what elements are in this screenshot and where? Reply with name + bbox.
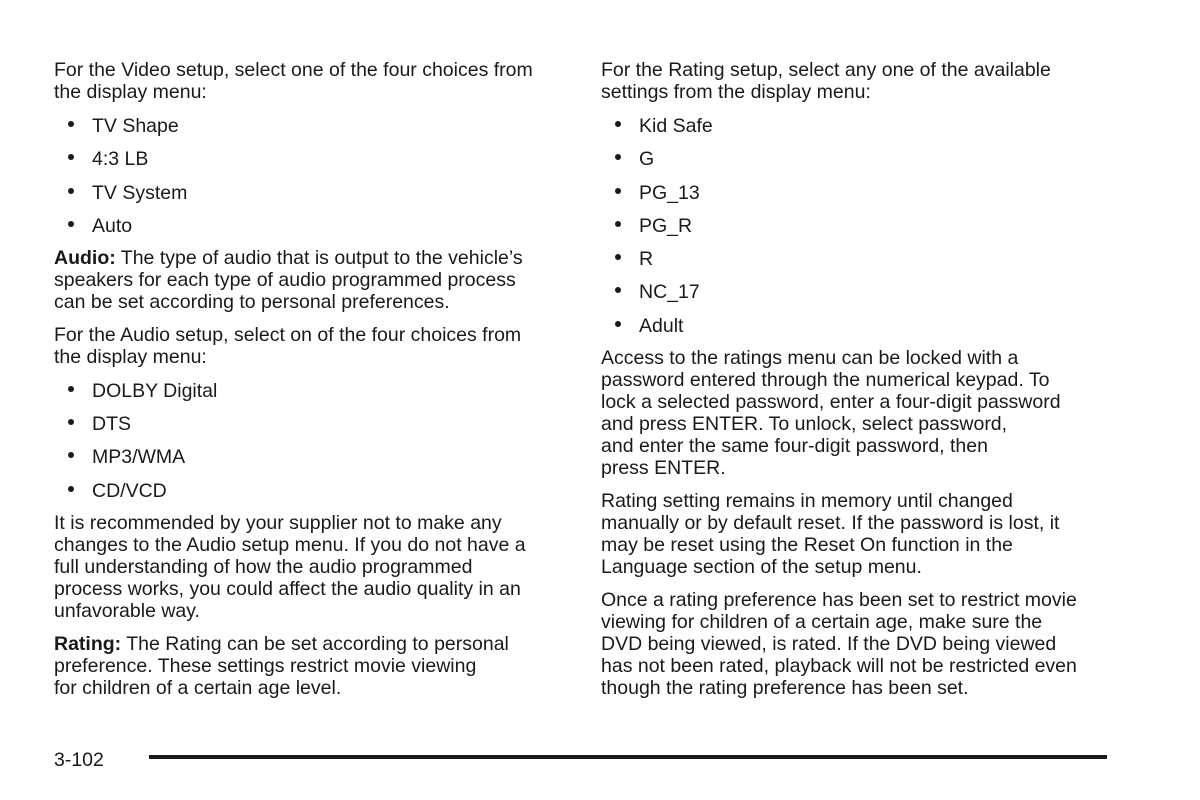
bullet-icon <box>615 221 621 227</box>
rating-heading: Rating: <box>54 632 122 655</box>
list-item <box>601 247 1111 280</box>
list-item-label: PG_R <box>639 214 693 237</box>
bullet-icon <box>615 121 621 127</box>
list-item <box>54 181 564 214</box>
audio-heading: Audio: <box>54 246 116 269</box>
list-item-label: TV System <box>92 181 188 204</box>
bullet-icon <box>615 321 621 327</box>
list-item <box>601 147 1111 180</box>
list-item-label: G <box>639 148 655 171</box>
list-item <box>54 479 564 501</box>
rating-memory-paragraph: Rating setting remains in memory until changed manually or by default reset. If the password is lost, it may be reset using the Reset On function in the Language section of the setup menu. <box>601 489 1060 578</box>
list-item <box>601 114 1111 147</box>
audio-description <box>54 247 564 313</box>
rating-description <box>54 633 564 699</box>
left-column <box>54 59 564 710</box>
list-item <box>54 412 564 445</box>
list-item-label: NC_17 <box>639 281 700 304</box>
list-item-label: Auto <box>92 214 133 237</box>
audio-description-text: The type of audio that is output to the vehicle’s speakers for each type of audio programmed process can be set according to personal preferences. <box>54 246 523 313</box>
right-column <box>601 59 1111 710</box>
list-item <box>54 379 564 412</box>
video-options-list <box>54 114 564 236</box>
list-item-label: TV Shape <box>92 115 179 137</box>
video-setup-intro: For the Video setup, select one of the four choices from the display menu: <box>54 59 533 103</box>
bullet-icon <box>68 154 74 160</box>
bullet-icon <box>68 386 74 392</box>
bullet-icon <box>615 254 621 260</box>
list-item <box>54 147 564 180</box>
rating-preference-paragraph: Once a rating preference has been set to restrict movie viewing for children of a certain age, make sure the DVD being viewed, is rated. If the DVD being viewed has not been rated, playback will not be restricted even though the rating preference has been set. <box>601 588 1077 699</box>
audio-setup-intro: For the Audio setup, select on of the four choices from the display menu: <box>54 323 522 368</box>
list-item-label: Kid Safe <box>639 115 713 137</box>
list-item-label: CD/VCD <box>92 479 167 502</box>
list-item-label: 4:3 LB <box>92 148 149 171</box>
audio-options-list <box>54 379 564 501</box>
rating-setup-intro: For the Rating setup, select any one of the available settings from the display menu: <box>601 59 1051 103</box>
list-item <box>54 114 564 147</box>
page-number: 3-102 <box>54 749 104 771</box>
ratings-access-paragraph: Access to the ratings menu can be locked with a password entered through the numerical keypad. To lock a selected password, enter a four-digit password and press ENTER. To unlock, select password, and enter the same four-digit password, then press ENTER. <box>601 346 1061 479</box>
bullet-icon <box>68 121 74 127</box>
list-item-label: DTS <box>92 413 131 436</box>
list-item-label: Adult <box>639 314 684 337</box>
list-item-label: MP3/WMA <box>92 446 186 469</box>
footer-rule <box>149 755 1107 759</box>
bullet-icon <box>68 452 74 458</box>
list-item <box>601 181 1111 214</box>
list-item <box>601 314 1111 336</box>
bullet-icon <box>615 188 621 194</box>
bullet-icon <box>68 486 74 492</box>
audio-recommendation: It is recommended by your supplier not to make any changes to the Audio setup menu. If you do not have a full understanding of how the audio programmed process works, you could affect the audio quality in an unfavorable way. <box>54 511 526 622</box>
list-item <box>54 214 564 236</box>
list-item-label: R <box>639 248 654 271</box>
list-item <box>54 445 564 478</box>
rating-options-list <box>601 114 1111 336</box>
rating-description-text: The Rating can be set according to personal preference. These settings restrict movie viewing for children of a certain age level. <box>54 632 509 699</box>
bullet-icon <box>615 287 621 293</box>
list-item-label: PG_13 <box>639 181 700 204</box>
bullet-icon <box>68 188 74 194</box>
list-item-label: DOLBY Digital <box>92 379 218 402</box>
list-item <box>601 214 1111 247</box>
bullet-icon <box>68 419 74 425</box>
bullet-icon <box>615 154 621 160</box>
bullet-icon <box>68 221 74 227</box>
list-item <box>601 280 1111 313</box>
